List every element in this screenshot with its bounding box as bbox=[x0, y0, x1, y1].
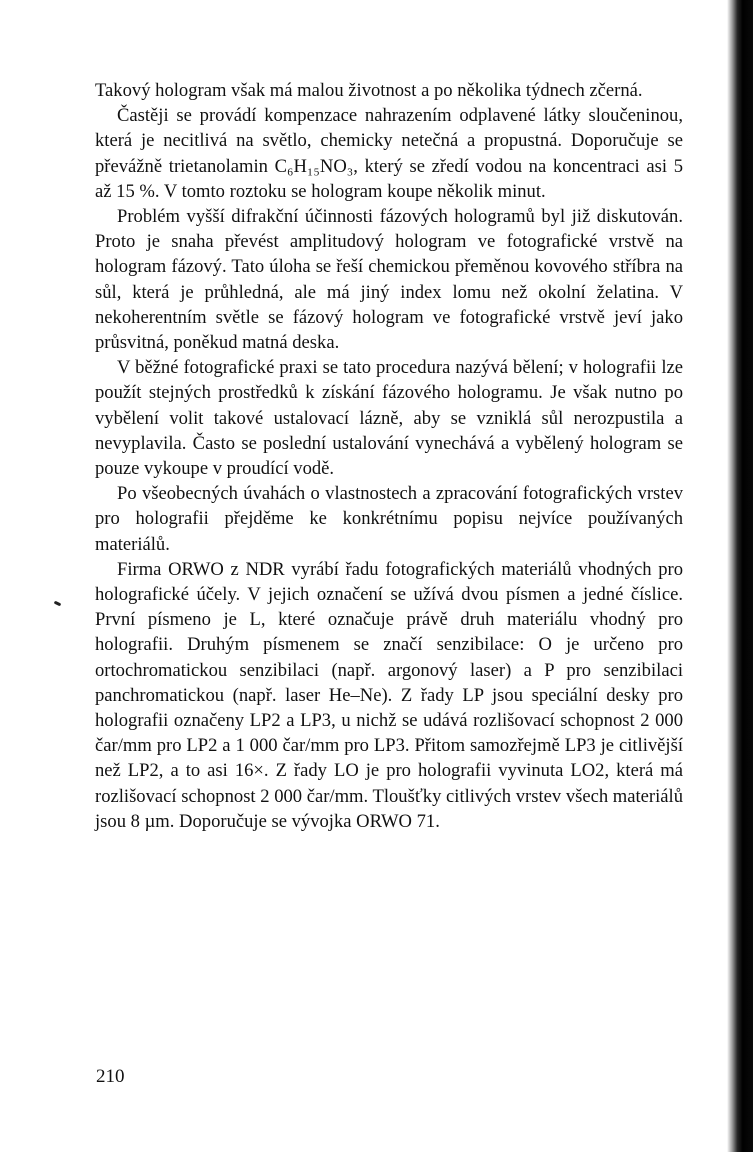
paragraph: Po všeobecných úvahách o vlastnostech a zpracování fotografických vrstev pro holografii přejděme ke konkrétnímu popisu nejvíce používaných materiálů. bbox=[95, 483, 683, 555]
binding-shadow bbox=[727, 0, 753, 1152]
paragraph: Problém vyšší difrakční účinnosti fázových hologramů byl již diskutován. Proto je snaha převést amplitudový hologram ve fotografické vrstvě na hologram fázový. Tato úloha se řeší chemickou přeměnou kovového stříbra na sůl, která je průhledná, ale má jiný index lomu než okolní želatina. V nekoherentním světle se fázový hologram ve fotografické vrstvě jeví jako průsvitná, poněkud matná deska. bbox=[95, 206, 683, 354]
paragraph: V běžné fotografické praxi se tato procedura nazývá bělení; v holografii lze použít stejných prostředků k získání fázového hologramu. Je však nutno po vybělení volit takové ustalovací lázně, aby se vzniklá sůl nerozpustila a nevyplavila. Často se poslední ustalování vynechává a vybělený hologram se pouze vykoupe v proudící vodě. bbox=[95, 357, 683, 480]
page-number: 210 bbox=[96, 1066, 125, 1087]
paragraph: Takový hologram však má malou životnost a po několika týdnech zčerná. bbox=[95, 80, 643, 101]
paragraph: Firma ORWO z NDR vyrábí řadu fotografických materiálů vhodných pro holografické účely. V jejich označení se užívá dvou písmen a jedné číslice. První písmeno je L, které označuje právě druh materiálu vhodný pro holografii. Druhým písmenem se značí senzibilace: O je určeno pro ortochromatickou senzibilaci (např. argonový laser) a P pro senzibilaci panchromatickou (např. laser He–Ne). Z řady LP jsou speciální desky pro holografii označeny LP2 a LP3, u nichž se udává rozlišovací schopnost 2 000 čar/mm pro LP2 a 1 000 čar/mm pro LP3. Přitom samozřejmě LP3 je citlivější než LP2, a to asi 16×. Z řady LO je pro holografii vyvinuta LO2, která má rozlišovací schopnost 2 000 čar/mm. Tloušťky citlivých vrstev všech materiálů jsou 8 µm. Doporučuje se vývojka ORWO 71. bbox=[95, 558, 684, 832]
body-text bbox=[95, 78, 683, 834]
paragraph: Častěji se provádí kompenzace nahrazením odplavené látky sloučeninou, která je necitlivá na světlo, chemicky netečná a propustná. Doporučuje se převážně trietanolamin C₆H₁₅NO₃, který se zředí vodou na koncentraci asi 5 až 15 %. V tomto roztoku se hologram koupe několik minut. bbox=[95, 105, 683, 202]
scan-speck bbox=[54, 601, 62, 607]
